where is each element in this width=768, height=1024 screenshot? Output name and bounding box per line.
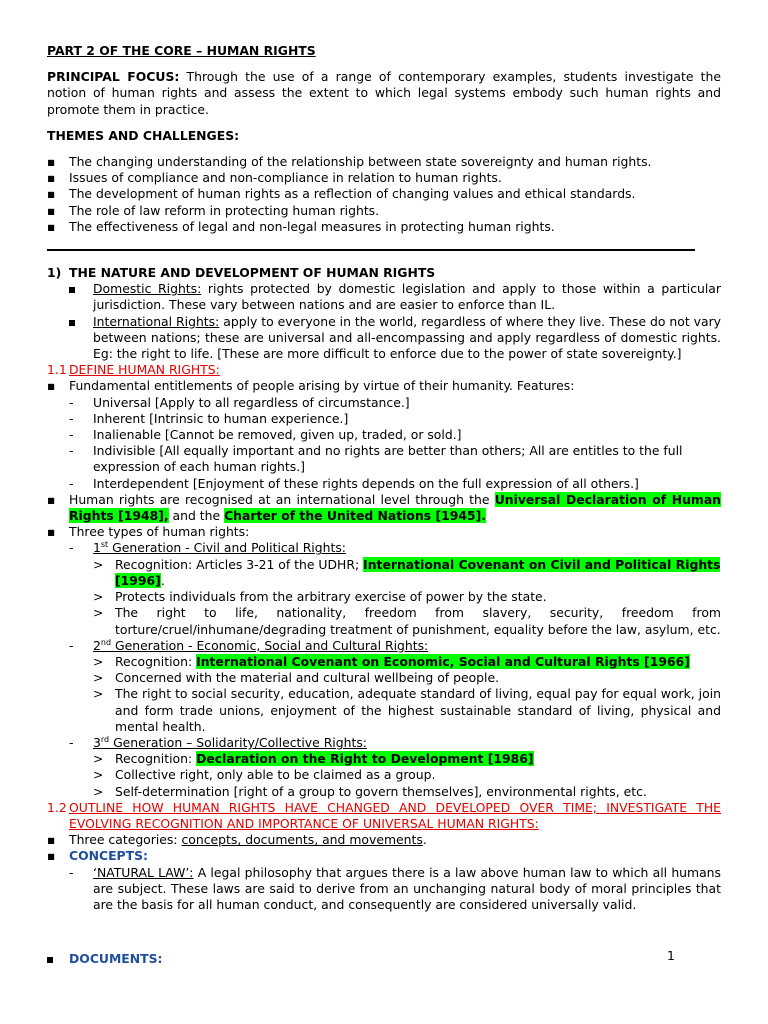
generation-point (47, 670, 721, 686)
generation-ordinal: 3 (93, 734, 101, 750)
dash-icon: - (69, 540, 74, 556)
un-charter-highlight: Charter of the United Nations [1945]. (224, 508, 486, 524)
generation-ordinal: 1 (93, 540, 101, 556)
section-number: 1) (47, 265, 62, 281)
generation-1-heading (47, 540, 721, 556)
section-title: OUTLINE HOW HUMAN RIGHTS HAVE CHANGED AND DEVELOPED OVER TIME; INVESTIGATE THE EVOLVING RECOGNITION AND IMPORTANCE OF UNIVERSAL HUMAN RIGHTS: (69, 799, 721, 831)
horizontal-divider (47, 249, 695, 251)
page-title: PART 2 OF THE CORE – HUMAN RIGHTS (47, 43, 316, 58)
dash-icon: - (69, 475, 74, 491)
arrow-icon: > (93, 767, 104, 783)
list-item (47, 154, 721, 170)
page-number: 1 (667, 948, 675, 963)
ordinal-suffix: st (100, 540, 109, 550)
principal-focus (47, 69, 721, 118)
types-intro: Three types of human rights: (69, 524, 250, 540)
feature-item (47, 443, 721, 475)
generation-title: Generation – Solidarity/Collective Rights: (109, 734, 367, 750)
point-text: The right to life, nationality, freedom from slavery, security, freedom from torture/cruel/inhumane/degrading treatment of punishment, equality before the law, asylum, etc. (115, 605, 721, 637)
arrow-icon: > (93, 751, 104, 767)
list-item (47, 186, 721, 202)
dash-icon: - (69, 443, 74, 459)
generation-point (47, 557, 721, 589)
arrow-icon: > (93, 670, 104, 686)
arrow-icon: > (93, 605, 104, 621)
arrow-icon: > (93, 589, 104, 605)
domestic-rights-item (47, 281, 721, 313)
natural-law-item (47, 865, 721, 914)
international-rights-label: International Rights: (93, 313, 220, 329)
generation-title: Generation - Civil and Political Rights: (108, 540, 346, 556)
recognition-text: Recognition: (115, 653, 197, 669)
categories-end: . (422, 832, 427, 848)
documents-label: DOCUMENTS: (69, 951, 163, 967)
categories-list: concepts, documents, and movements (181, 832, 423, 848)
concepts-label: CONCEPTS: (69, 848, 148, 864)
ordinal-suffix: rd (100, 734, 110, 744)
point-text: Self-determination [right of a group to govern themselves], environmental rights, etc. (115, 783, 647, 799)
recognition-text: Human rights are recognised at an international level through the (69, 491, 495, 507)
principal-focus-label: PRINCIPAL FOCUS: (47, 69, 180, 85)
generation-point (47, 767, 721, 783)
icescr-highlight: International Covenant on Economic, Social and Cultural Rights [1966] (196, 653, 690, 669)
dash-icon: - (69, 864, 74, 880)
dash-icon: - (69, 734, 74, 750)
list-item (47, 524, 721, 540)
generation-point (47, 686, 721, 735)
bullet-icon (69, 314, 75, 330)
drd-highlight: Declaration on the Right to Development [1986] (196, 751, 534, 767)
generation-point (47, 589, 721, 605)
documents-item (47, 951, 721, 967)
ordinal-suffix: nd (100, 637, 112, 647)
generation-point (47, 654, 721, 670)
international-rights-text: apply to everyone in the world, regardless of where they live. These do not vary between nations; these are universal and all-encompassing and apply regardless of domestic rights. Eg: the right to life. [These are more difficult to enforce due to the power of state sovereignty.] (93, 313, 722, 362)
section-1-2-heading (47, 800, 721, 832)
feature-item (47, 411, 721, 427)
bullet-icon: ▪ (47, 524, 56, 540)
list-item (47, 848, 721, 864)
generation-point (47, 605, 721, 637)
theme-text: The changing understanding of the relationship between state sovereignty and human rights. (69, 154, 652, 170)
generation-ordinal: 2 (93, 637, 101, 653)
section-title: DEFINE HUMAN RIGHTS: (69, 362, 220, 378)
theme-text: Issues of compliance and non-compliance in relation to human rights. (69, 170, 502, 186)
bullet-icon: ▪ (47, 154, 56, 170)
arrow-icon: > (93, 783, 104, 799)
point-text: Collective right, only able to be claimed as a group. (115, 767, 436, 783)
recognition-text: Recognition: Articles 3-21 of the UDHR; (115, 556, 364, 572)
arrow-icon: > (93, 556, 104, 572)
bullet-icon: ▪ (47, 170, 56, 186)
feature-text: Inherent [Intrinsic to human experience.] (93, 410, 349, 426)
section-1-heading (47, 265, 721, 281)
dash-icon: - (69, 427, 74, 443)
bullet-icon (47, 951, 53, 967)
recognition-item (47, 492, 721, 524)
feature-text: Inalienable [Cannot be removed, given up, traded, or sold.] (93, 427, 462, 443)
point-text: Protects individuals from the arbitrary exercise of power by the state. (115, 589, 547, 605)
dash-icon: - (69, 394, 74, 410)
list-item (47, 378, 721, 394)
theme-text: The effectiveness of legal and non-legal measures in protecting human rights. (69, 218, 555, 234)
theme-text: The development of human rights as a reflection of changing values and ethical standards. (69, 186, 636, 202)
generation-2-heading (47, 638, 721, 654)
list-item (47, 170, 721, 186)
generation-3-heading (47, 735, 721, 751)
features-intro: Fundamental entitlements of people arising by virtue of their humanity. Features: (69, 378, 575, 394)
point-text: The right to social security, education, adequate standard of living, equal pay for equal work, join and form trade unions, enjoyment of the highest sustainable standard of living, physical and mental health. (115, 686, 721, 734)
generation-point (47, 784, 721, 800)
dash-icon: - (69, 637, 74, 653)
feature-text: Universal [Apply to all regardless of circumstance.] (93, 394, 410, 410)
feature-item (47, 395, 721, 411)
recognition-text-mid: and the (168, 508, 225, 524)
feature-text: Indivisible [All equally important and no rights are better than others; All are entitles to the full expression of each human rights.] (93, 443, 683, 475)
bullet-icon: ▪ (47, 832, 56, 848)
section-number: 1.1 (47, 362, 67, 378)
generation-title: Generation - Economic, Social and Cultural Rights: (111, 637, 429, 653)
bullet-icon: ▪ (47, 202, 56, 218)
arrow-icon: > (93, 653, 104, 669)
bullet-icon: ▪ (47, 186, 56, 202)
categories-text: Three categories: (69, 832, 182, 848)
list-item (47, 219, 721, 235)
international-rights-item (47, 314, 721, 363)
generation-point (47, 751, 721, 767)
point-text: Concerned with the material and cultural wellbeing of people. (115, 670, 500, 686)
section-title: THE NATURE AND DEVELOPMENT OF HUMAN RIGHTS (69, 265, 436, 281)
domestic-rights-label: Domestic Rights: (93, 281, 202, 297)
feature-item (47, 476, 721, 492)
themes-heading: THEMES AND CHALLENGES: (47, 127, 240, 143)
section-number: 1.2 (47, 799, 67, 815)
natural-law-label: ‘NATURAL LAW’: (93, 864, 194, 880)
bullet-icon: ▪ (47, 378, 56, 394)
themes-list (47, 154, 721, 235)
bullet-icon: ▪ (47, 218, 56, 234)
udhr-highlight: Universal Declaration of Human Rights [1948], (69, 491, 722, 524)
natural-law-text: A legal philosophy that argues there is a law above human law to which all humans are subject. These laws are said to derive from an unchanging natural body of moral principles that are the basis for all human conduct, and consequently are considered universally valid. (93, 864, 721, 912)
bullet-icon: ▪ (47, 848, 56, 864)
section-1-1-heading (47, 362, 721, 378)
list-item (47, 203, 721, 219)
bullet-icon: ▪ (47, 491, 56, 507)
principal-focus-text: Through the use of a range of contemporary examples, students investigate the notion of human rights and assess the extent to which legal systems embody such human rights and promote them in practice. (47, 69, 721, 117)
arrow-icon: > (93, 686, 104, 702)
bullet-icon (69, 281, 75, 297)
feature-item (47, 427, 721, 443)
theme-text: The role of law reform in protecting human rights. (69, 202, 380, 218)
dash-icon: - (69, 410, 74, 426)
iccpr-highlight: International Covenant on Civil and Political Rights [1996] (115, 556, 721, 588)
document-page (47, 43, 721, 967)
domestic-rights-text: rights protected by domestic legislation and apply to those within a particular jurisdiction. These vary between nations and are easier to enforce than IL. (93, 281, 721, 313)
list-item (47, 832, 721, 848)
feature-text: Interdependent [Enjoyment of these rights depends on the full expression of all others.] (93, 475, 639, 491)
recognition-text-end: . (160, 572, 165, 588)
recognition-text: Recognition: (115, 751, 197, 767)
